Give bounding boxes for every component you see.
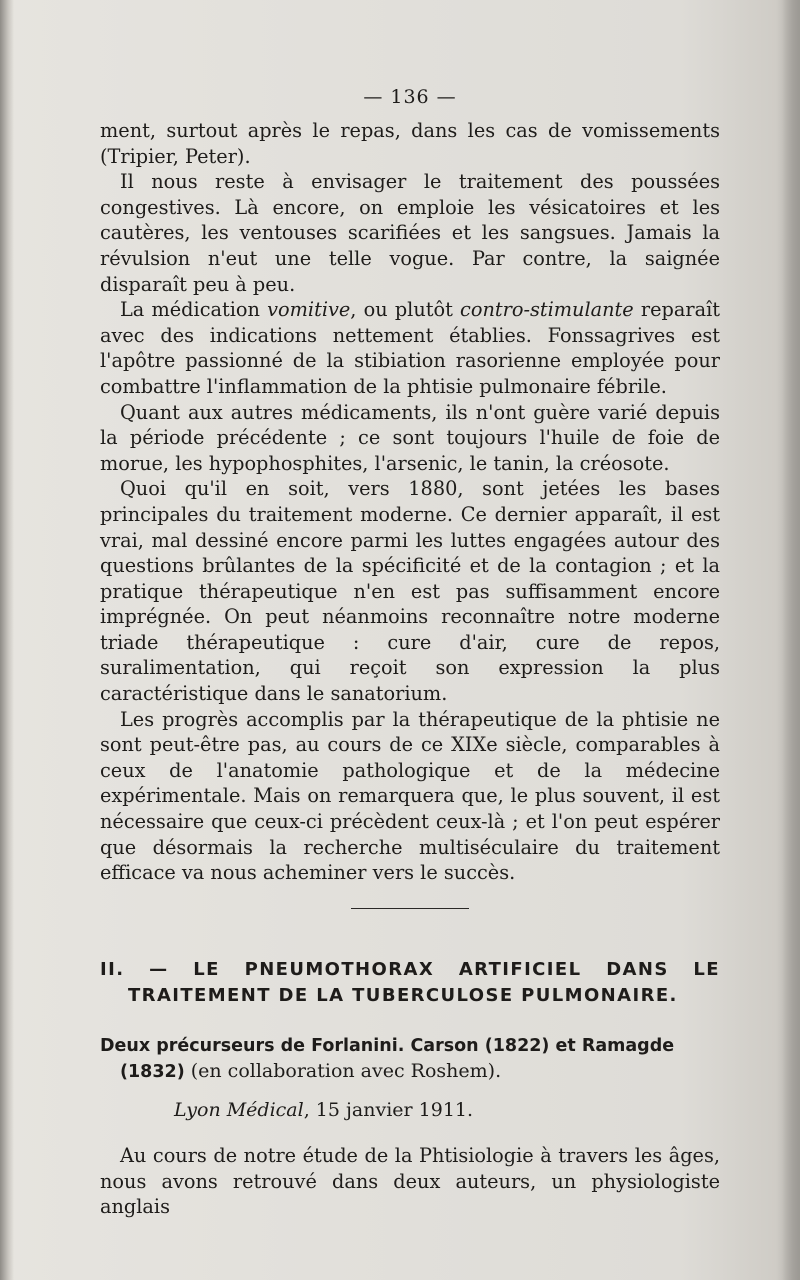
article-subheading bbox=[100, 1033, 720, 1086]
term-vomitive: vomitive bbox=[267, 298, 351, 322]
section-heading: II. — LE PNEUMOTHORAX ARTIFICIEL DANS LE TRAITEMENT DE LA TUBERCULOSE PULMONAIRE. bbox=[100, 958, 720, 1006]
paragraph-6: Les progrès accomplis par la thérapeutique de la phtisie ne sont peut-être pas, au cours de ce XIXe siècle, comparables à ceux de l'anatomie pathologique et de la médecine expérimentale. Mais on remarquera que, le plus souvent, il est nécessaire que ceux-ci précèdent ceux-là ; et l'on peut espérer que désormais la recherche multiséculaire du traitement efficace va nous acheminer vers le succès. bbox=[100, 707, 720, 885]
citation bbox=[100, 1098, 720, 1123]
citation-date: , 15 janvier 1911. bbox=[303, 1099, 474, 1121]
paragraph-3-part-b: , ou plutôt bbox=[350, 298, 461, 322]
subheading-bold: Deux précurseurs de Forlanini. Carson (1822) et Ramagde (1832) bbox=[100, 1035, 675, 1083]
citation-journal: Lyon Médical bbox=[174, 1099, 304, 1121]
paragraph-2: Il nous reste à envisager le traitement des poussées congestives. Là encore, on emploie les vésicatoires et les cautères, les ventouses scarifiées et les sangsues. Jamais la révulsion n'eut une telle vogue. Par contre, la saignée disparaît peu à peu. bbox=[100, 170, 720, 296]
subheading-normal: (en collaboration avec Roshem). bbox=[184, 1060, 502, 1083]
paragraph-1: ment, surtout après le repas, dans les cas de vomissements (Tripier, Peter). bbox=[100, 119, 720, 168]
paragraph-3 bbox=[100, 297, 720, 399]
section-divider bbox=[351, 908, 469, 909]
page-number: — 136 — bbox=[363, 86, 457, 108]
paragraph-4: Quant aux autres médicaments, ils n'ont guère varié depuis la période précédente ; ce sont toujours l'huile de foie de morue, les hypophosphites, l'arsenic, le tanin, la créosote. bbox=[100, 400, 720, 475]
term-contro-stimulante: contro-stimulante bbox=[460, 298, 634, 322]
paragraph-last: Au cours de notre étude de la Phtisiologie à travers les âges, nous avons retrouvé dans deux auteurs, un physiologiste anglais bbox=[100, 1144, 720, 1219]
paragraph-3-part-a: La médication bbox=[120, 298, 268, 322]
page-content bbox=[100, 86, 720, 1220]
paragraph-3-part-c: reparaît avec des indications nettement établies. Fonssagrives est l'apôtre passionné de la stibiation rasorienne employée pour combattre l'inflammation de la phtisie pulmonaire fébrile. bbox=[100, 298, 720, 398]
paragraph-5: Quoi qu'il en soit, vers 1880, sont jetées les bases principales du traitement moderne. Ce dernier apparaît, il est vrai, mal dessiné encore parmi les luttes engagées autour des questions brûlantes de la spécificité et de la contagion ; et la pratique thérapeutique n'en est pas suffisamment encore imprégnée. On peut néanmoins reconnaître notre moderne triade thérapeutique : cure d'air, cure de repos, suralimentation, qui reçoit son expression la plus caractéristique dans le sanatorium. bbox=[100, 477, 720, 706]
